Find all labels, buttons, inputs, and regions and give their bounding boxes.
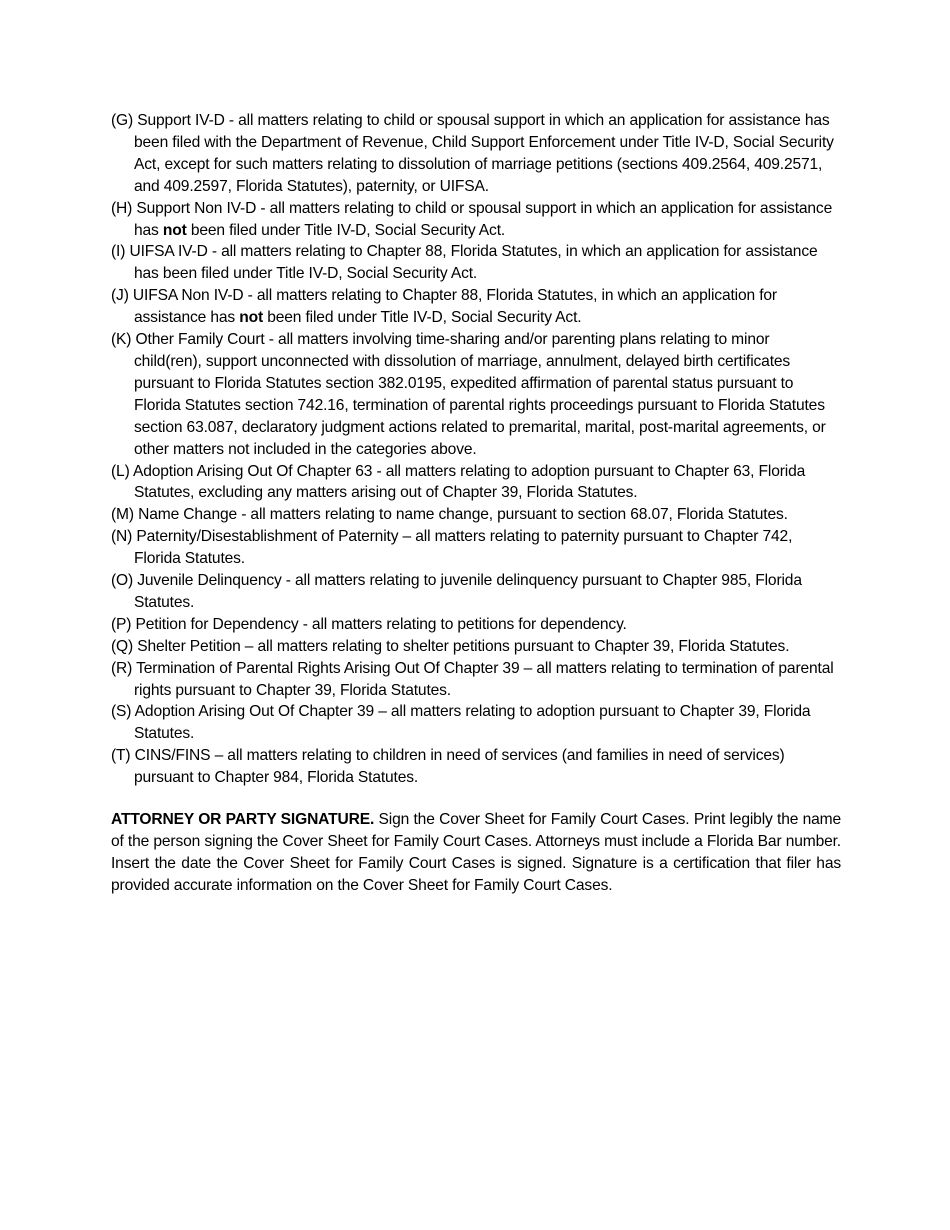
case-type-item bbox=[111, 526, 841, 570]
case-type-text: been filed under Title IV-D, Social Security Act. bbox=[186, 221, 506, 239]
case-type-label: (R) bbox=[111, 659, 133, 677]
document-body bbox=[111, 110, 841, 897]
case-type-label: (Q) bbox=[111, 637, 134, 655]
case-type-text: Termination of Parental Rights Arising Out Of Chapter 39 – all matters relating to termination of parental rights pursuant to Chapter 39, Florida Statutes. bbox=[134, 659, 834, 699]
case-type-item bbox=[111, 241, 841, 285]
case-type-text: UIFSA Non IV-D - all matters relating to Chapter 88, Florida Statutes, in which an application for assistance has bbox=[132, 287, 777, 327]
case-type-item bbox=[111, 110, 841, 198]
case-type-item bbox=[111, 614, 841, 636]
case-type-text: been filed under Title IV-D, Social Security Act. bbox=[263, 309, 582, 327]
case-type-item bbox=[111, 701, 841, 745]
case-type-item bbox=[111, 198, 841, 242]
case-type-text: Name Change - all matters relating to name change, pursuant to section 68.07, Florida Statutes. bbox=[138, 506, 788, 524]
case-type-label: (N) bbox=[111, 528, 133, 546]
case-type-item bbox=[111, 570, 841, 614]
case-type-item bbox=[111, 658, 841, 702]
case-type-label: (M) bbox=[111, 506, 134, 524]
case-type-label: (K) bbox=[111, 331, 132, 349]
case-type-label: (O) bbox=[111, 572, 134, 590]
case-type-text: UIFSA IV-D - all matters relating to Chapter 88, Florida Statutes, in which an application for assistance has been filed under Title IV-D, Social Security Act. bbox=[129, 243, 818, 283]
case-type-list bbox=[111, 110, 841, 789]
emphasis-text: not bbox=[239, 309, 264, 327]
case-type-label: (H) bbox=[111, 199, 133, 217]
signature-heading: ATTORNEY OR PARTY SIGNATURE. bbox=[111, 811, 375, 829]
case-type-label: (G) bbox=[111, 112, 134, 129]
case-type-text: Paternity/Disestablishment of Paternity – all matters relating to paternity pursuant to Chapter 742, Florida Statutes. bbox=[134, 528, 793, 568]
case-type-text: Shelter Petition – all matters relating to shelter petitions pursuant to Chapter 39, Florida Statutes. bbox=[137, 637, 790, 655]
case-type-text: Support IV-D - all matters relating to child or spousal support in which an application for assistance has been filed with the Department of Revenue, Child Support Enforcement under Title IV-D, Social Security Act, except for such matters relating to dissolution of marriage petitions (sections 409.2564, 409.2571, and 409.2597, Florida Statutes), paternity, or UIFSA. bbox=[134, 112, 834, 195]
case-type-item bbox=[111, 636, 841, 658]
case-type-label: (S) bbox=[111, 703, 132, 721]
case-type-text: Support Non IV-D - all matters relating to child or spousal support in which an application for assistance has bbox=[134, 199, 833, 239]
case-type-item bbox=[111, 329, 841, 460]
signature-text: Sign the Cover Sheet for Family Court Cases. Print legibly the name of the person signing the Cover Sheet for Family Court Cases. Attorneys must include a Florida Bar number. Insert the date the Cover Sheet for Family Court Cases is signed. Signature is a certification that filer has provided accurate information on the Cover Sheet for Family Court Cases. bbox=[111, 811, 841, 894]
case-type-text: CINS/FINS – all matters relating to children in need of services (and families in need of services) pursuant to Chapter 984, Florida Statutes. bbox=[134, 747, 785, 787]
emphasis-text: not bbox=[162, 221, 187, 239]
case-type-text: Adoption Arising Out Of Chapter 63 - all matters relating to adoption pursuant to Chapter 63, Florida Statutes, excluding any matters arising out of Chapter 39, Florida Statutes. bbox=[132, 462, 806, 502]
case-type-item bbox=[111, 504, 841, 526]
case-type-label: (P) bbox=[111, 615, 132, 633]
case-type-label: (T) bbox=[111, 747, 131, 765]
case-type-item bbox=[111, 745, 841, 789]
case-type-text: Adoption Arising Out Of Chapter 39 – all matters relating to adoption pursuant to Chapter 39, Florida Statutes. bbox=[134, 703, 811, 743]
case-type-label: (I) bbox=[111, 243, 126, 261]
case-type-label: (J) bbox=[111, 287, 129, 305]
case-type-text: Other Family Court - all matters involving time-sharing and/or parenting plans relating to minor child(ren), support unconnected with dissolution of marriage, annulment, delayed birth certificates pursuant to Florida Statutes section 382.0195, expedited affirmation of parental status pursuant to Florida Statutes section 742.16, termination of parental rights proceedings pursuant to Florida Statutes section 63.087, declaratory judgment actions related to premarital, marital, post-marital agreements, or other matters not included in the categories above. bbox=[134, 331, 826, 458]
case-type-item bbox=[111, 461, 841, 505]
case-type-text: Petition for Dependency - all matters relating to petitions for dependency. bbox=[135, 615, 627, 633]
case-type-text: Juvenile Delinquency - all matters relating to juvenile delinquency pursuant to Chapter 985, Florida Statutes. bbox=[134, 572, 802, 611]
case-type-item bbox=[111, 285, 841, 329]
case-type-label: (L) bbox=[111, 462, 130, 480]
signature-instructions bbox=[111, 809, 841, 897]
